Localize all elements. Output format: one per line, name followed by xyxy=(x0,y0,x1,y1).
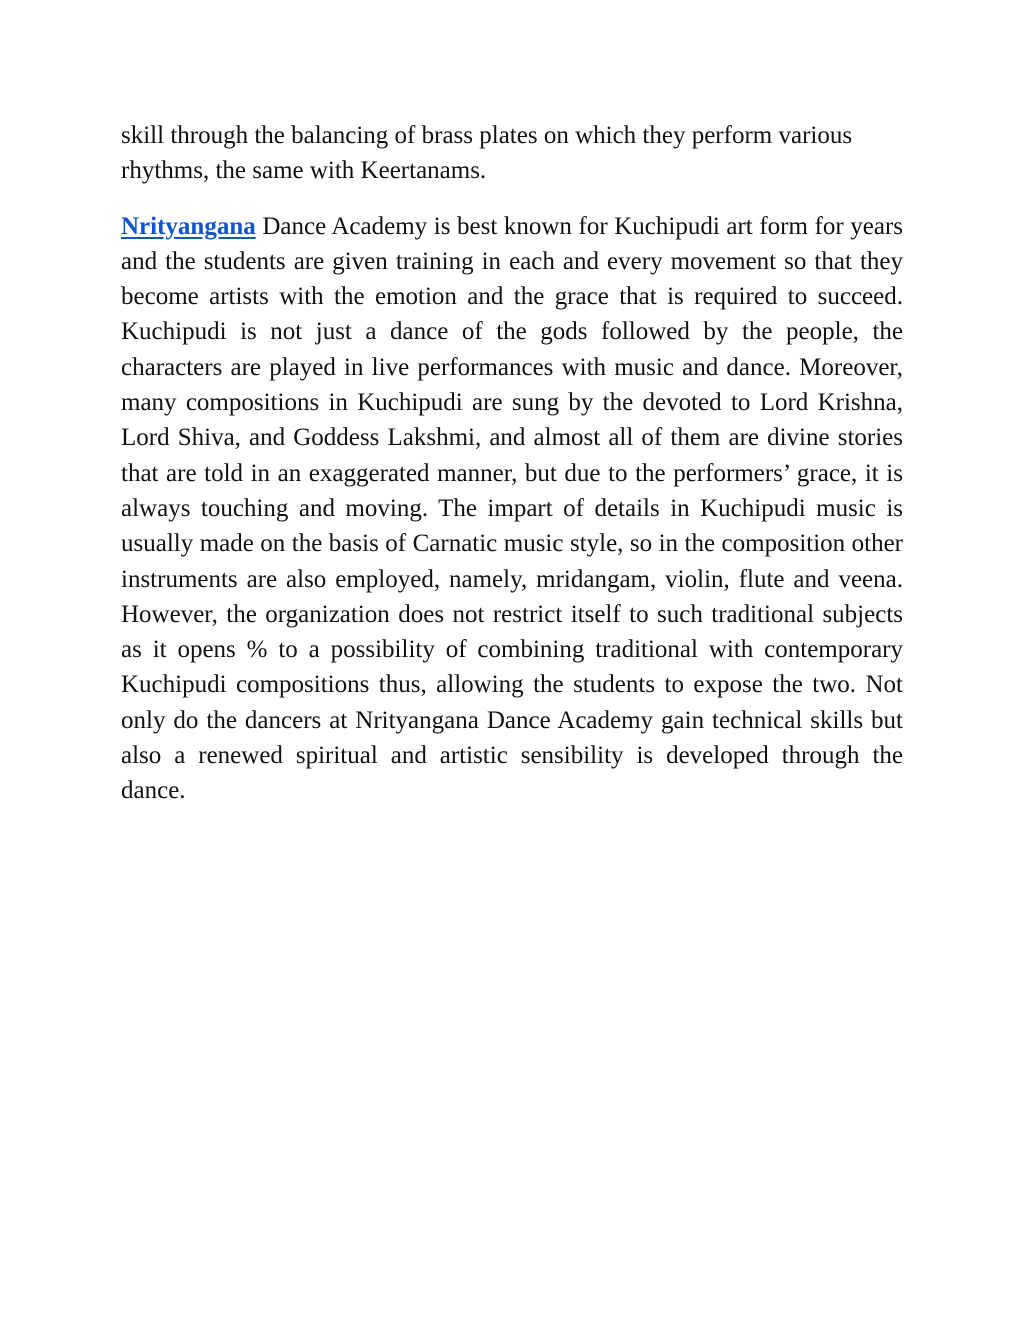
nrityangana-link[interactable]: Nrityangana xyxy=(121,212,256,240)
paragraph-continued: skill through the balancing of brass plates on which they perform various rhythms, the same with Keertanams. xyxy=(121,122,853,185)
document-page xyxy=(121,118,903,809)
paragraph-academy xyxy=(121,209,903,809)
paragraph-academy-text: Dance Academy is best known for Kuchipudi art form for years and the students are given training in each and every movement so that they become artists with the emotion and the grace that is required to succeed. Kuchipudi is not just a dance of the gods followed by the people, the characters are played in live performances with music and dance. Moreover, many compositions in Kuchipudi are sung by the devoted to Lord Krishna, Lord Shiva, and Goddess Lakshmi, and almost all of them are divine stories that are told in an exaggerated manner, but due to the performers’ grace, it is always touching and moving. The impart of details in Kuchipudi music is usually made on the basis of Carnatic music style, so in the composition other instruments are also employed, namely, mridangam, violin, flute and veena. However, the organization does not restrict itself to such traditional subjects as it opens % to a possibility of combining traditional with contemporary Kuchipudi compositions thus, allowing the students to expose the two. Not only do the dancers at Nrityangana Dance Academy gain technical skills but also a renewed spiritual and artistic sensibility is developed through the dance. xyxy=(121,212,903,805)
